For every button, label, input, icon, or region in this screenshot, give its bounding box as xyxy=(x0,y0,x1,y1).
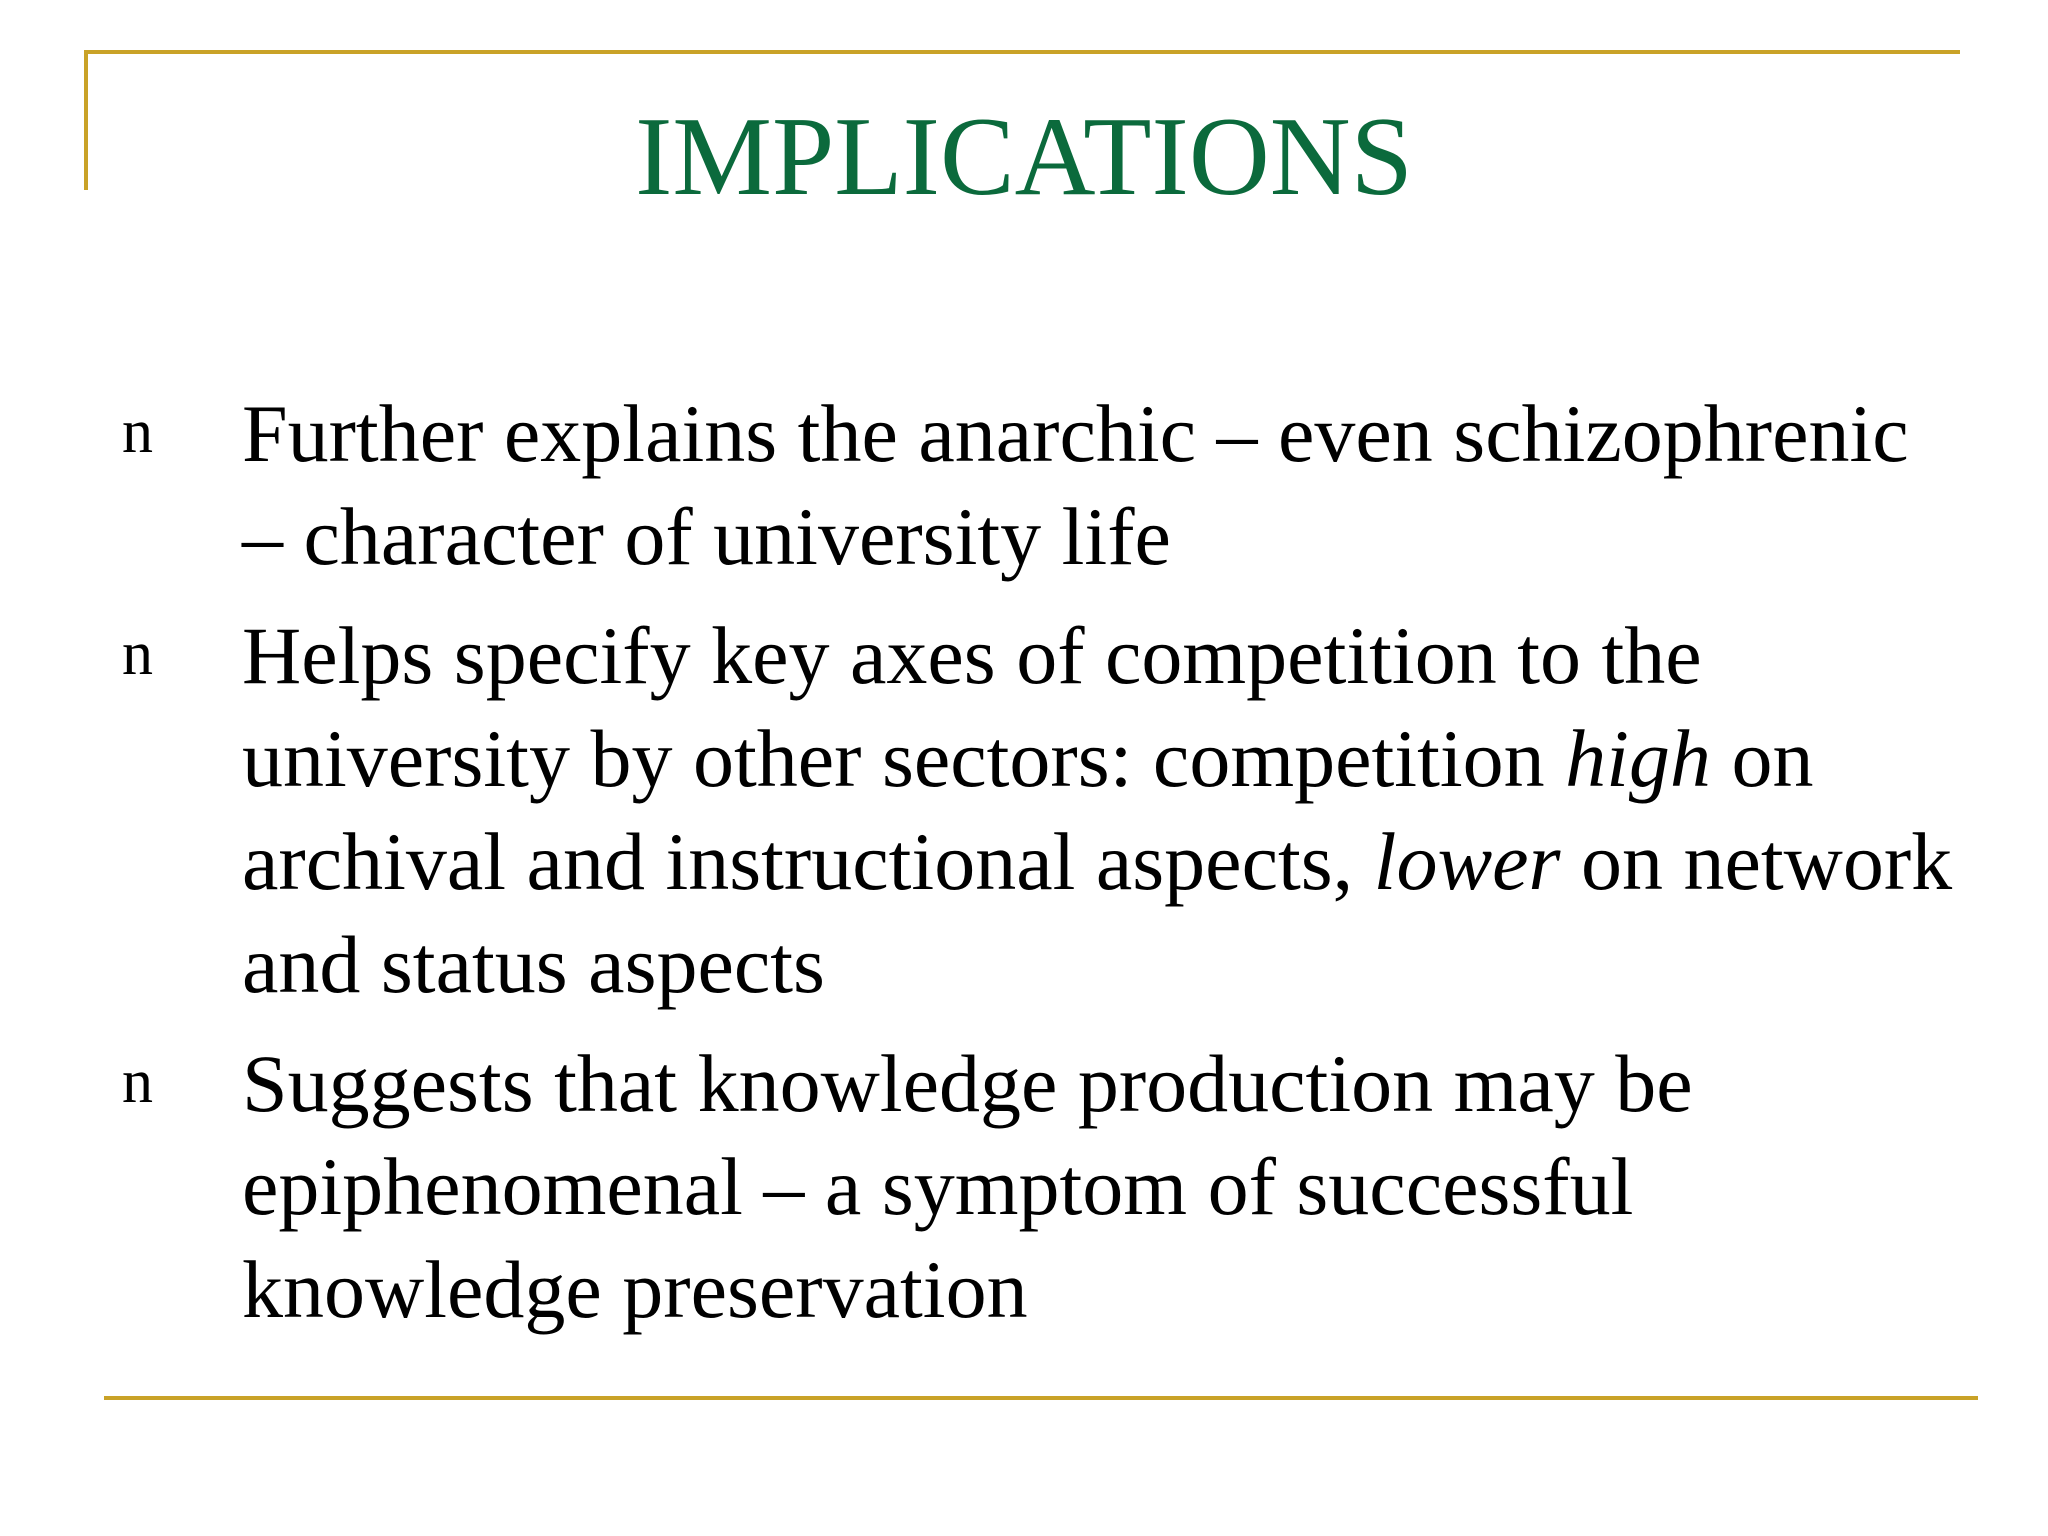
bottom-rule xyxy=(104,1396,1978,1400)
bullet-marker: n xyxy=(122,620,153,688)
slide-title: IMPLICATIONS xyxy=(635,95,1413,219)
bullet-text-part: on network and status aspects xyxy=(242,816,1953,1010)
bullet-list xyxy=(0,382,2048,1357)
bullet-emphasis: lower xyxy=(1373,816,1561,907)
bullet-item xyxy=(0,382,2048,588)
bullet-marker: n xyxy=(122,1048,153,1116)
bullet-text-part: on archival and instructional aspects, xyxy=(242,713,1814,907)
bullet-text xyxy=(242,604,1958,1016)
bullet-text-part: Helps specify key axes of competition to the university by other sectors: competition xyxy=(242,610,1702,804)
bullet-emphasis: high xyxy=(1565,713,1711,804)
bullet-item xyxy=(0,604,2048,1016)
bullet-item xyxy=(0,1032,2048,1341)
bullet-text: Further explains the anarchic – even schizophrenic – character of university life xyxy=(242,388,1909,582)
bullet-text: Suggests that knowledge production may be epiphenomenal – a symptom of successful knowledge preservation xyxy=(242,1038,1693,1335)
top-rule xyxy=(84,50,1960,54)
bullet-marker: n xyxy=(122,398,153,466)
